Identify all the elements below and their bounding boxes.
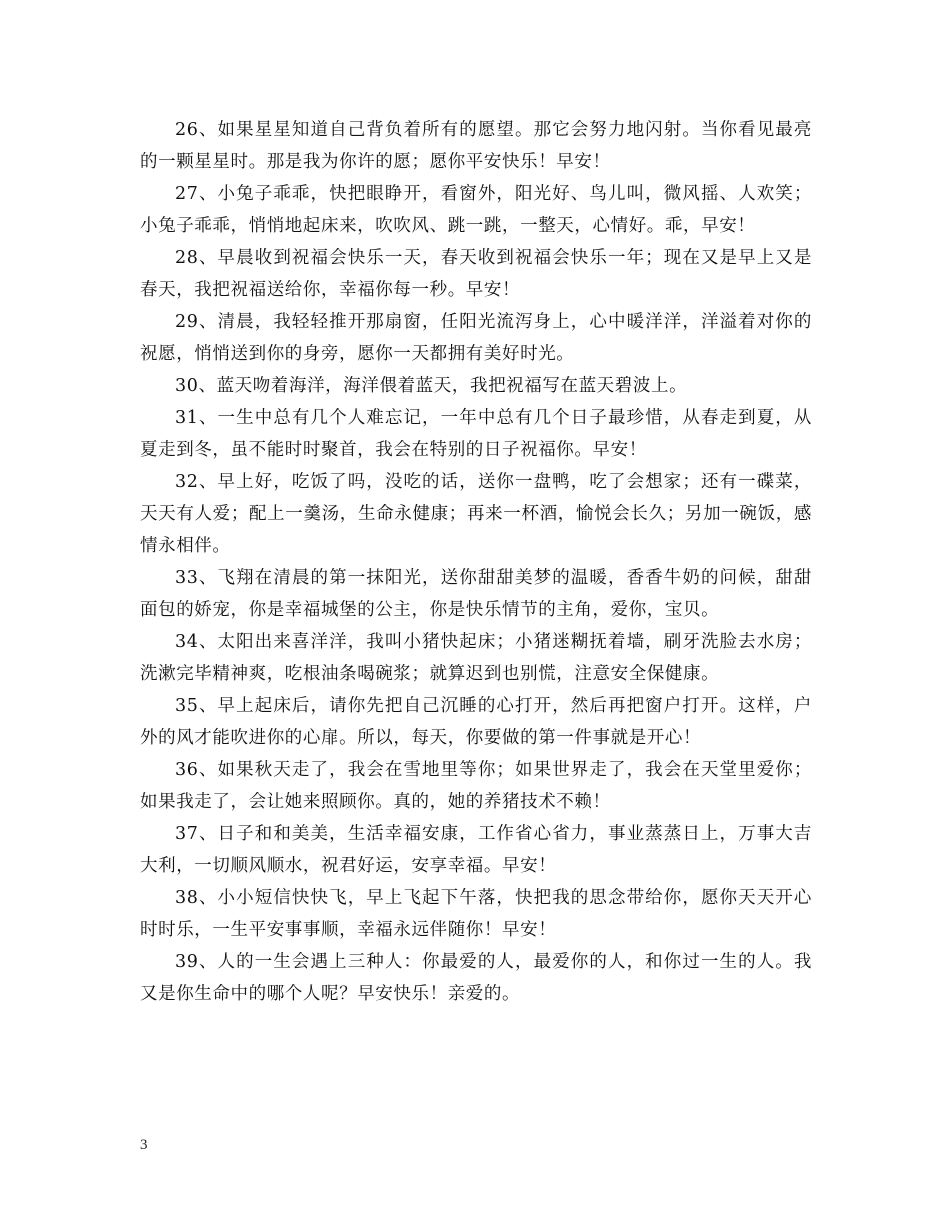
paragraph-33: 33、飞翔在清晨的第一抹阳光，送你甜甜美梦的温暖，香香牛奶的问候，甜甜面包的娇宠，你是幸福城堡的公主，你是快乐情节的主角，爱你，宝贝。 [140,568,812,620]
paragraph-26: 26、如果星星知道自己背负着所有的愿望。那它会努力地闪射。当你看见最亮的一颗星星时。那是我为你许的愿；愿你平安快乐！早安！ [140,120,812,172]
paragraph-32: 32、早上好，吃饭了吗，没吃的话，送你一盘鸭，吃了会想家；还有一碟菜，天天有人爱；配上一羹汤，生命永健康；再来一杯酒，愉悦会长久；另加一碗饭，感情永相伴。 [140,472,812,556]
paragraph-37: 37、日子和和美美，生活幸福安康，工作省心省力，事业蒸蒸日上，万事大吉大利，一切顺风顺水，祝君好运，安享幸福。早安！ [140,824,812,876]
paragraph-39: 39、人的一生会遇上三种人：你最爱的人，最爱你的人，和你过一生的人。我又是你生命中的哪个人呢？早安快乐！亲爱的。 [140,952,812,1004]
paragraph-29: 29、清晨，我轻轻推开那扇窗，任阳光流泻身上，心中暖洋洋，洋溢着对你的祝愿，悄悄送到你的身旁，愿你一天都拥有美好时光。 [140,312,812,364]
paragraph-30: 30、蓝天吻着海洋，海洋偎着蓝天，我把祝福写在蓝天碧波上。 [175,376,688,396]
document-body [140,114,812,1010]
paragraph-36: 36、如果秋天走了，我会在雪地里等你；如果世界走了，我会在天堂里爱你；如果我走了，会让她来照顾你。真的，她的养猪技术不赖！ [140,760,812,812]
paragraph-31: 31、一生中总有几个人难忘记，一年中总有几个日子最珍惜，从春走到夏，从夏走到冬，虽不能时时聚首，我会在特别的日子祝福你。早安！ [140,408,812,460]
paragraph-34: 34、太阳出来喜洋洋，我叫小猪快起床；小猪迷糊抚着墙，刷牙洗脸去水房；洗漱完毕精神爽，吃根油条喝碗浆；就算迟到也别慌，注意安全保健康。 [140,632,812,684]
paragraph-27: 27、小兔子乖乖，快把眼睁开，看窗外，阳光好、鸟儿叫，微风摇、人欢笑；小兔子乖乖，悄悄地起床来，吹吹风、跳一跳，一整天，心情好。乖，早安！ [140,184,812,236]
page-number: 3 [140,1137,148,1153]
paragraph-28: 28、早晨收到祝福会快乐一天，春天收到祝福会快乐一年；现在又是早上又是春天，我把祝福送给你，幸福你每一秒。早安！ [140,248,812,300]
paragraph-38: 38、小小短信快快飞，早上飞起下午落，快把我的思念带给你，愿你天天开心时时乐，一生平安事事顺，幸福永远伴随你！早安！ [140,888,812,940]
paragraph-35: 35、早上起床后，请你先把自己沉睡的心打开，然后再把窗户打开。这样，户外的风才能吹进你的心扉。所以，每天，你要做的第一件事就是开心！ [140,696,812,748]
